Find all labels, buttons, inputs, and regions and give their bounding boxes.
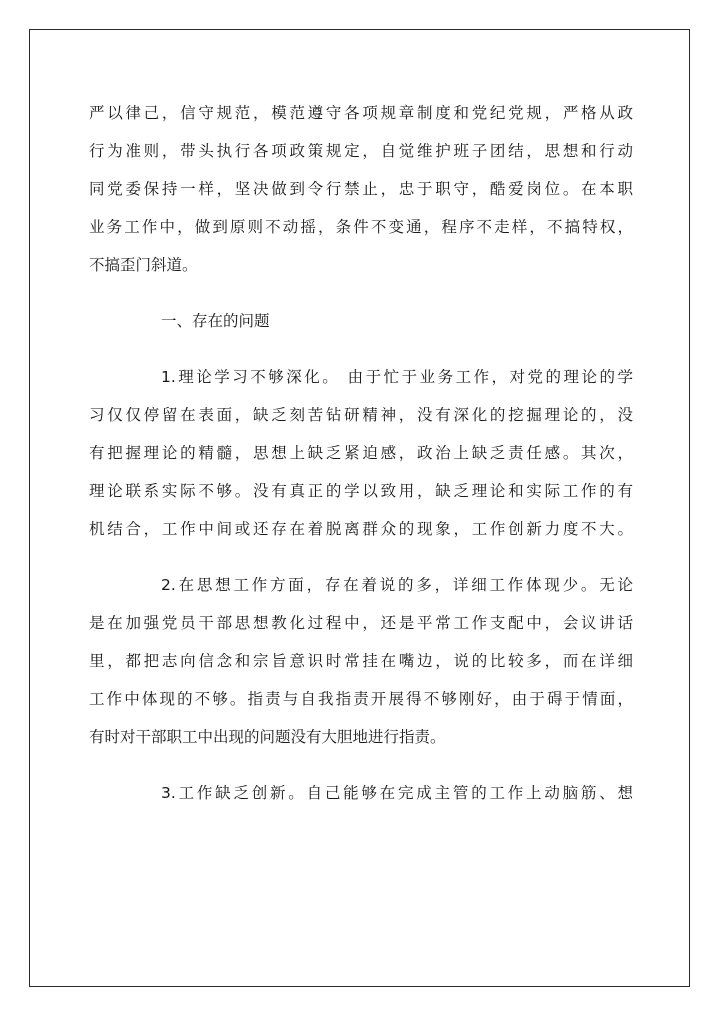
text-line: 业务工作中，做到原则不动摇，条件不变通，程序不走样，不搞特权，: [89, 218, 633, 236]
text-line: 习仅仅停留在表面，缺乏刻苦钻研精神，没有深化的挖掘理论的，没: [89, 406, 633, 424]
text-line: 工作中体现的不够。指责与自我指责开展得不够刚好，由于碍于情面，: [89, 690, 633, 708]
text-line: 1.理论学习不够深化。 由于忙于业务工作，对党的理论的学: [161, 368, 633, 386]
text-line: 有时对干部职工中出现的问题没有大胆地进行指责。: [89, 728, 446, 746]
text-line: 2.在思想工作方面，存在着说的多，详细工作体现少。无论: [161, 576, 633, 594]
paragraph-theory-study: [89, 358, 633, 548]
text-line: 行为准则，带头执行各项政策规定，自觉维护班子团结，思想和行动: [89, 142, 633, 160]
text-line: 有把握理论的精髓，思想上缺乏紧迫感，政治上缺乏责任感。其次，: [89, 444, 633, 462]
text-line: 理论联系实际不够。没有真正的学以致用，缺乏理论和实际工作的有: [89, 482, 633, 500]
text-line: 同党委保持一样，坚决做到令行禁止，忠于职守，酷爱岗位。在本职: [89, 180, 633, 198]
paragraph-discipline: [89, 94, 633, 284]
section-heading: 一、存在的问题: [161, 312, 270, 330]
text-line: 严以律己，信守规范，模范遵守各项规章制度和党纪党规，严格从政: [89, 104, 633, 122]
text-line: 机结合，工作中间或还存在着脱离群众的现象，工作创新力度不大。: [89, 520, 633, 538]
document-body: [89, 94, 633, 812]
paragraph-ideological-work: [89, 566, 633, 756]
text-line: 是在加强党员干部思想教化过程中，还是平常工作支配中，会议讲话: [89, 614, 633, 632]
text-line: 不搞歪门斜道。: [89, 256, 198, 274]
paragraph-innovation: [89, 774, 633, 812]
text-line: 里，都把志向信念和宗旨意识时常挂在嘴边，说的比较多，而在详细: [89, 652, 633, 670]
text-line: 3.工作缺乏创新。自己能够在完成主管的工作上动脑筋、想: [161, 784, 633, 802]
